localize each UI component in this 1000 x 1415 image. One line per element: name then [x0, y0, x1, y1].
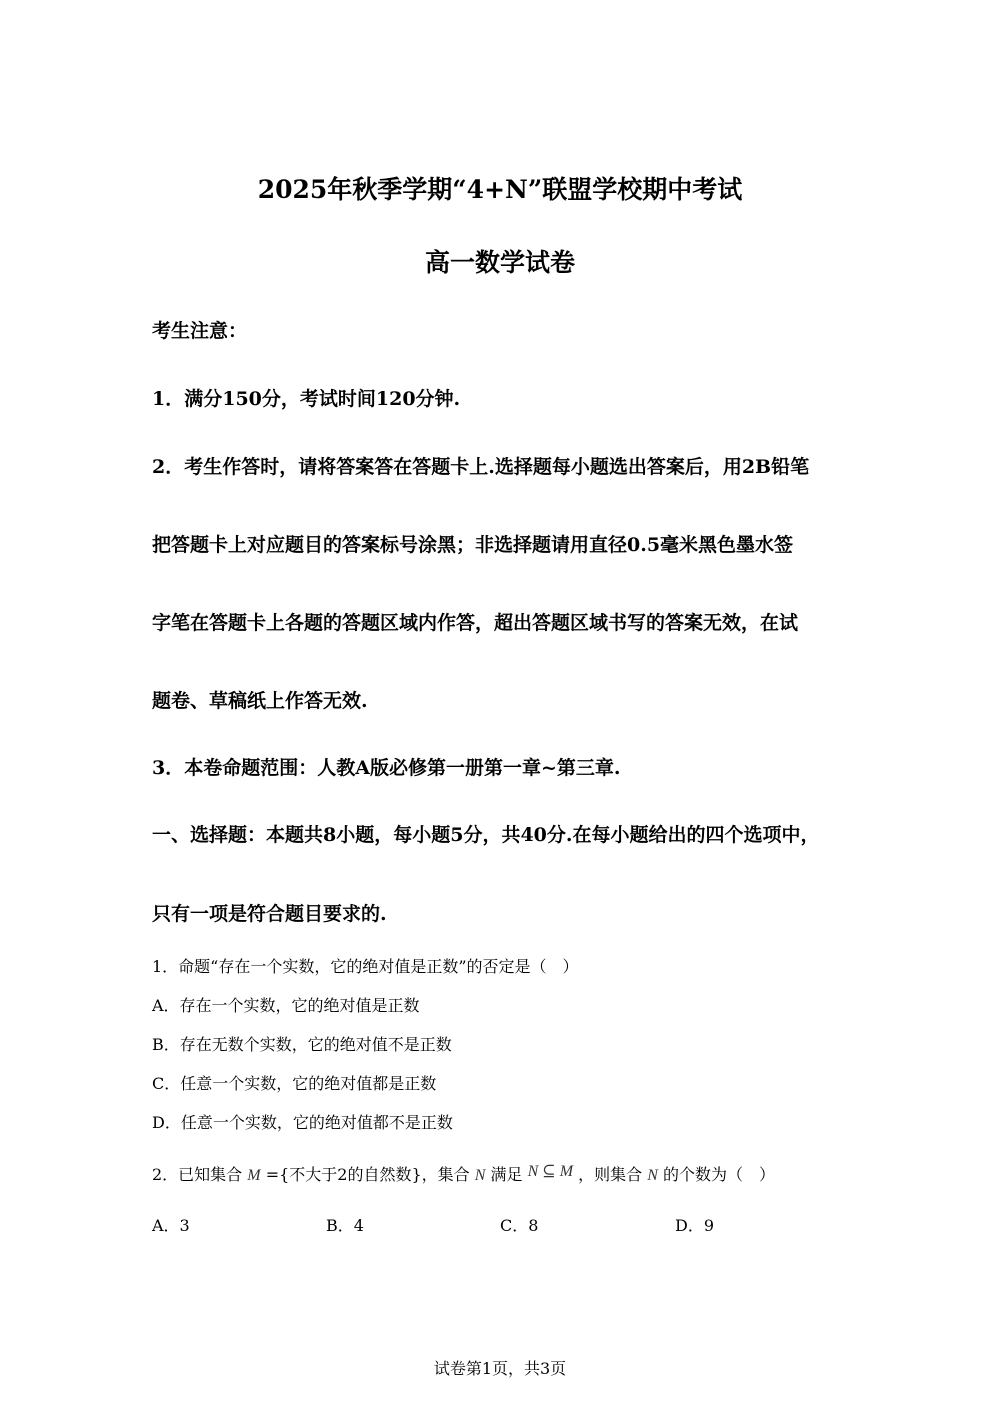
exam-subtitle: 高一数学试卷 — [424, 248, 575, 277]
question-2-stem-then: ，则集合 — [578, 1165, 643, 1184]
question-2-stem-set-m-definition: ={不大于2的自然数}，集合 — [265, 1165, 470, 1184]
section-1-heading-line-1: 一、选择题：本题共8小题，每小题5分，共40分.在每小题给出的四个选项中， — [152, 824, 820, 846]
question-2-option-c: C．8 — [500, 1216, 539, 1235]
question-2-stem — [152, 1162, 775, 1185]
notice-item-1: 1．满分150分，考试时间120分钟. — [152, 388, 461, 410]
notice-item-2-line-2: 把答题卡上对应题目的答案标号涂黑；非选择题请用直径0.5毫米黑色墨水签 — [152, 534, 794, 556]
question-2-stem-satisfies: 满足 — [490, 1165, 523, 1184]
question-1-option-c: C．任意一个实数，它的绝对值都是正数 — [152, 1074, 437, 1093]
exam-title: 2025年秋季学期“4+N”联盟学校期中考试 — [257, 175, 743, 204]
set-m-symbol: M — [247, 1167, 261, 1184]
notice-heading: 考生注意： — [152, 320, 248, 342]
notice-item-2-line-1: 2．考生作答时，请将答案答在答题卡上.选择题每小题选出答案后，用2B铅笔 — [152, 456, 810, 478]
question-1-stem: 1．命题“存在一个实数，它的绝对值是正数”的否定是（ ） — [152, 957, 579, 976]
set-n-symbol-2: N — [647, 1167, 658, 1184]
question-2-stem-suffix: 的个数为（ ） — [663, 1165, 776, 1184]
question-2-option-b: B．4 — [326, 1216, 364, 1235]
section-1-heading-line-2: 只有一项是符合题目要求的. — [152, 903, 387, 925]
notice-item-2-line-3: 字笔在答题卡上各题的答题区域内作答，超出答题区域书写的答案无效，在试 — [152, 612, 799, 634]
notice-item-2-line-4: 题卷、草稿纸上作答无效. — [152, 690, 368, 712]
question-1-option-d: D．任意一个实数，它的绝对值都不是正数 — [152, 1113, 453, 1132]
question-2-stem-prefix: 2．已知集合 — [152, 1165, 243, 1184]
question-1-option-a: A．存在一个实数，它的绝对值是正数 — [152, 996, 420, 1015]
question-2-option-a: A．3 — [152, 1216, 190, 1235]
notice-item-3: 3．本卷命题范围：人教A版必修第一册第一章~第三章. — [152, 757, 621, 779]
set-n-symbol: N — [474, 1167, 486, 1184]
subset-relation: N ⊆ M — [527, 1163, 574, 1180]
question-1-option-b: B．存在无数个实数，它的绝对值不是正数 — [152, 1035, 452, 1054]
page-footer: 试卷第1页，共3页 — [433, 1359, 567, 1378]
question-2-option-d: D．9 — [675, 1216, 715, 1235]
